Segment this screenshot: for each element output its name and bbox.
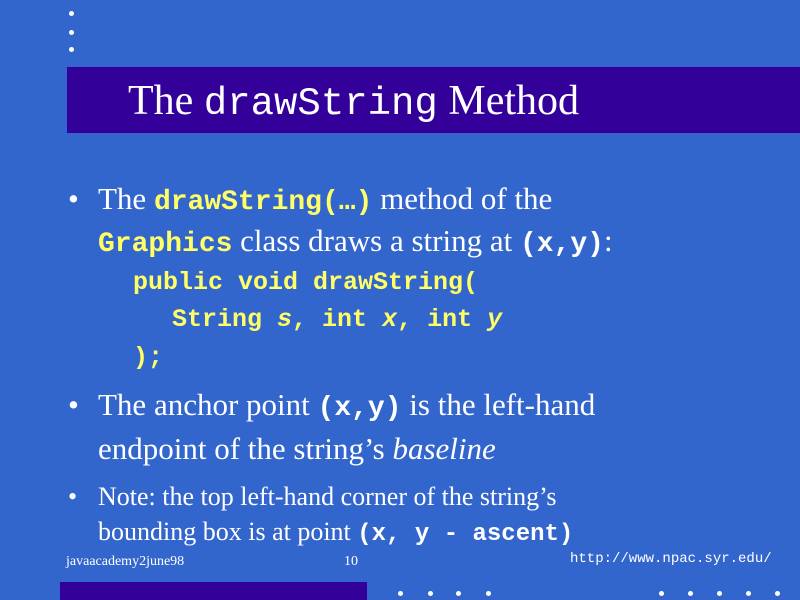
title-prefix: The [128, 78, 204, 124]
decor-dot [775, 591, 780, 596]
decor-dot [486, 591, 491, 596]
bullet-1-text: method of the [372, 181, 553, 216]
decor-dot [69, 11, 74, 16]
title-code: drawString [203, 82, 438, 126]
code-param: y [487, 305, 503, 334]
decor-dot [398, 591, 403, 596]
bullet-3-text: bounding box is at point [98, 517, 358, 546]
bullet-mark: • [68, 181, 79, 216]
bullet-1-text: : [603, 223, 613, 258]
title-suffix: Method [437, 78, 579, 124]
decor-dot [688, 591, 693, 596]
footer-source: javaacademy2june98 [66, 554, 185, 569]
decor-dot [69, 47, 74, 52]
decor-dot [456, 591, 461, 596]
bullet-2-text: The anchor point [98, 387, 318, 422]
code-line-1: public void drawString( [133, 268, 479, 297]
bullet-3-code: (x, y - ascent) [357, 521, 574, 548]
page-number: 10 [344, 554, 358, 569]
bullet-2-line-1 [60, 384, 595, 430]
decor-dot [746, 591, 751, 596]
code-token: , int [397, 305, 488, 334]
decor-dot [659, 591, 664, 596]
code-param: s [277, 305, 293, 334]
code-token: String [172, 305, 278, 334]
bullet-1-text: The [98, 181, 154, 216]
bullet-1-code: drawString(…) [153, 187, 373, 218]
decor-dot [717, 591, 722, 596]
code-token: , int [292, 305, 383, 334]
bullet-1-text: class draws a string at [232, 223, 520, 258]
code-line-2 [172, 301, 502, 339]
bullet-1-code: (x,y) [519, 229, 604, 260]
bullet-1-line-2 [98, 220, 613, 266]
bullet-3-line-2 [98, 514, 573, 553]
code-param: x [382, 305, 398, 334]
bullet-mark: • [68, 387, 79, 422]
bullet-1-code: Graphics [98, 229, 233, 260]
decor-dot [428, 591, 433, 596]
code-line-3: ); [133, 343, 164, 372]
bullet-mark: • [68, 482, 78, 511]
bullet-2-text: endpoint of the string’s [98, 431, 393, 466]
slide-title [128, 76, 579, 128]
bullet-2-emphasis: baseline [392, 431, 496, 466]
decor-dot [69, 30, 74, 35]
bullet-3-line-1 [60, 479, 556, 515]
bullet-2-code: (x,y) [317, 393, 402, 424]
bullet-2-line-2 [98, 428, 496, 470]
bullet-1-line-1 [60, 178, 552, 224]
bottom-bar [60, 582, 367, 600]
bullet-2-text: is the left-hand [401, 387, 596, 422]
footer-url: http://www.npac.syr.edu/ [570, 551, 772, 567]
bullet-3-text: Note: the top left-hand corner of the string’s [98, 482, 557, 511]
